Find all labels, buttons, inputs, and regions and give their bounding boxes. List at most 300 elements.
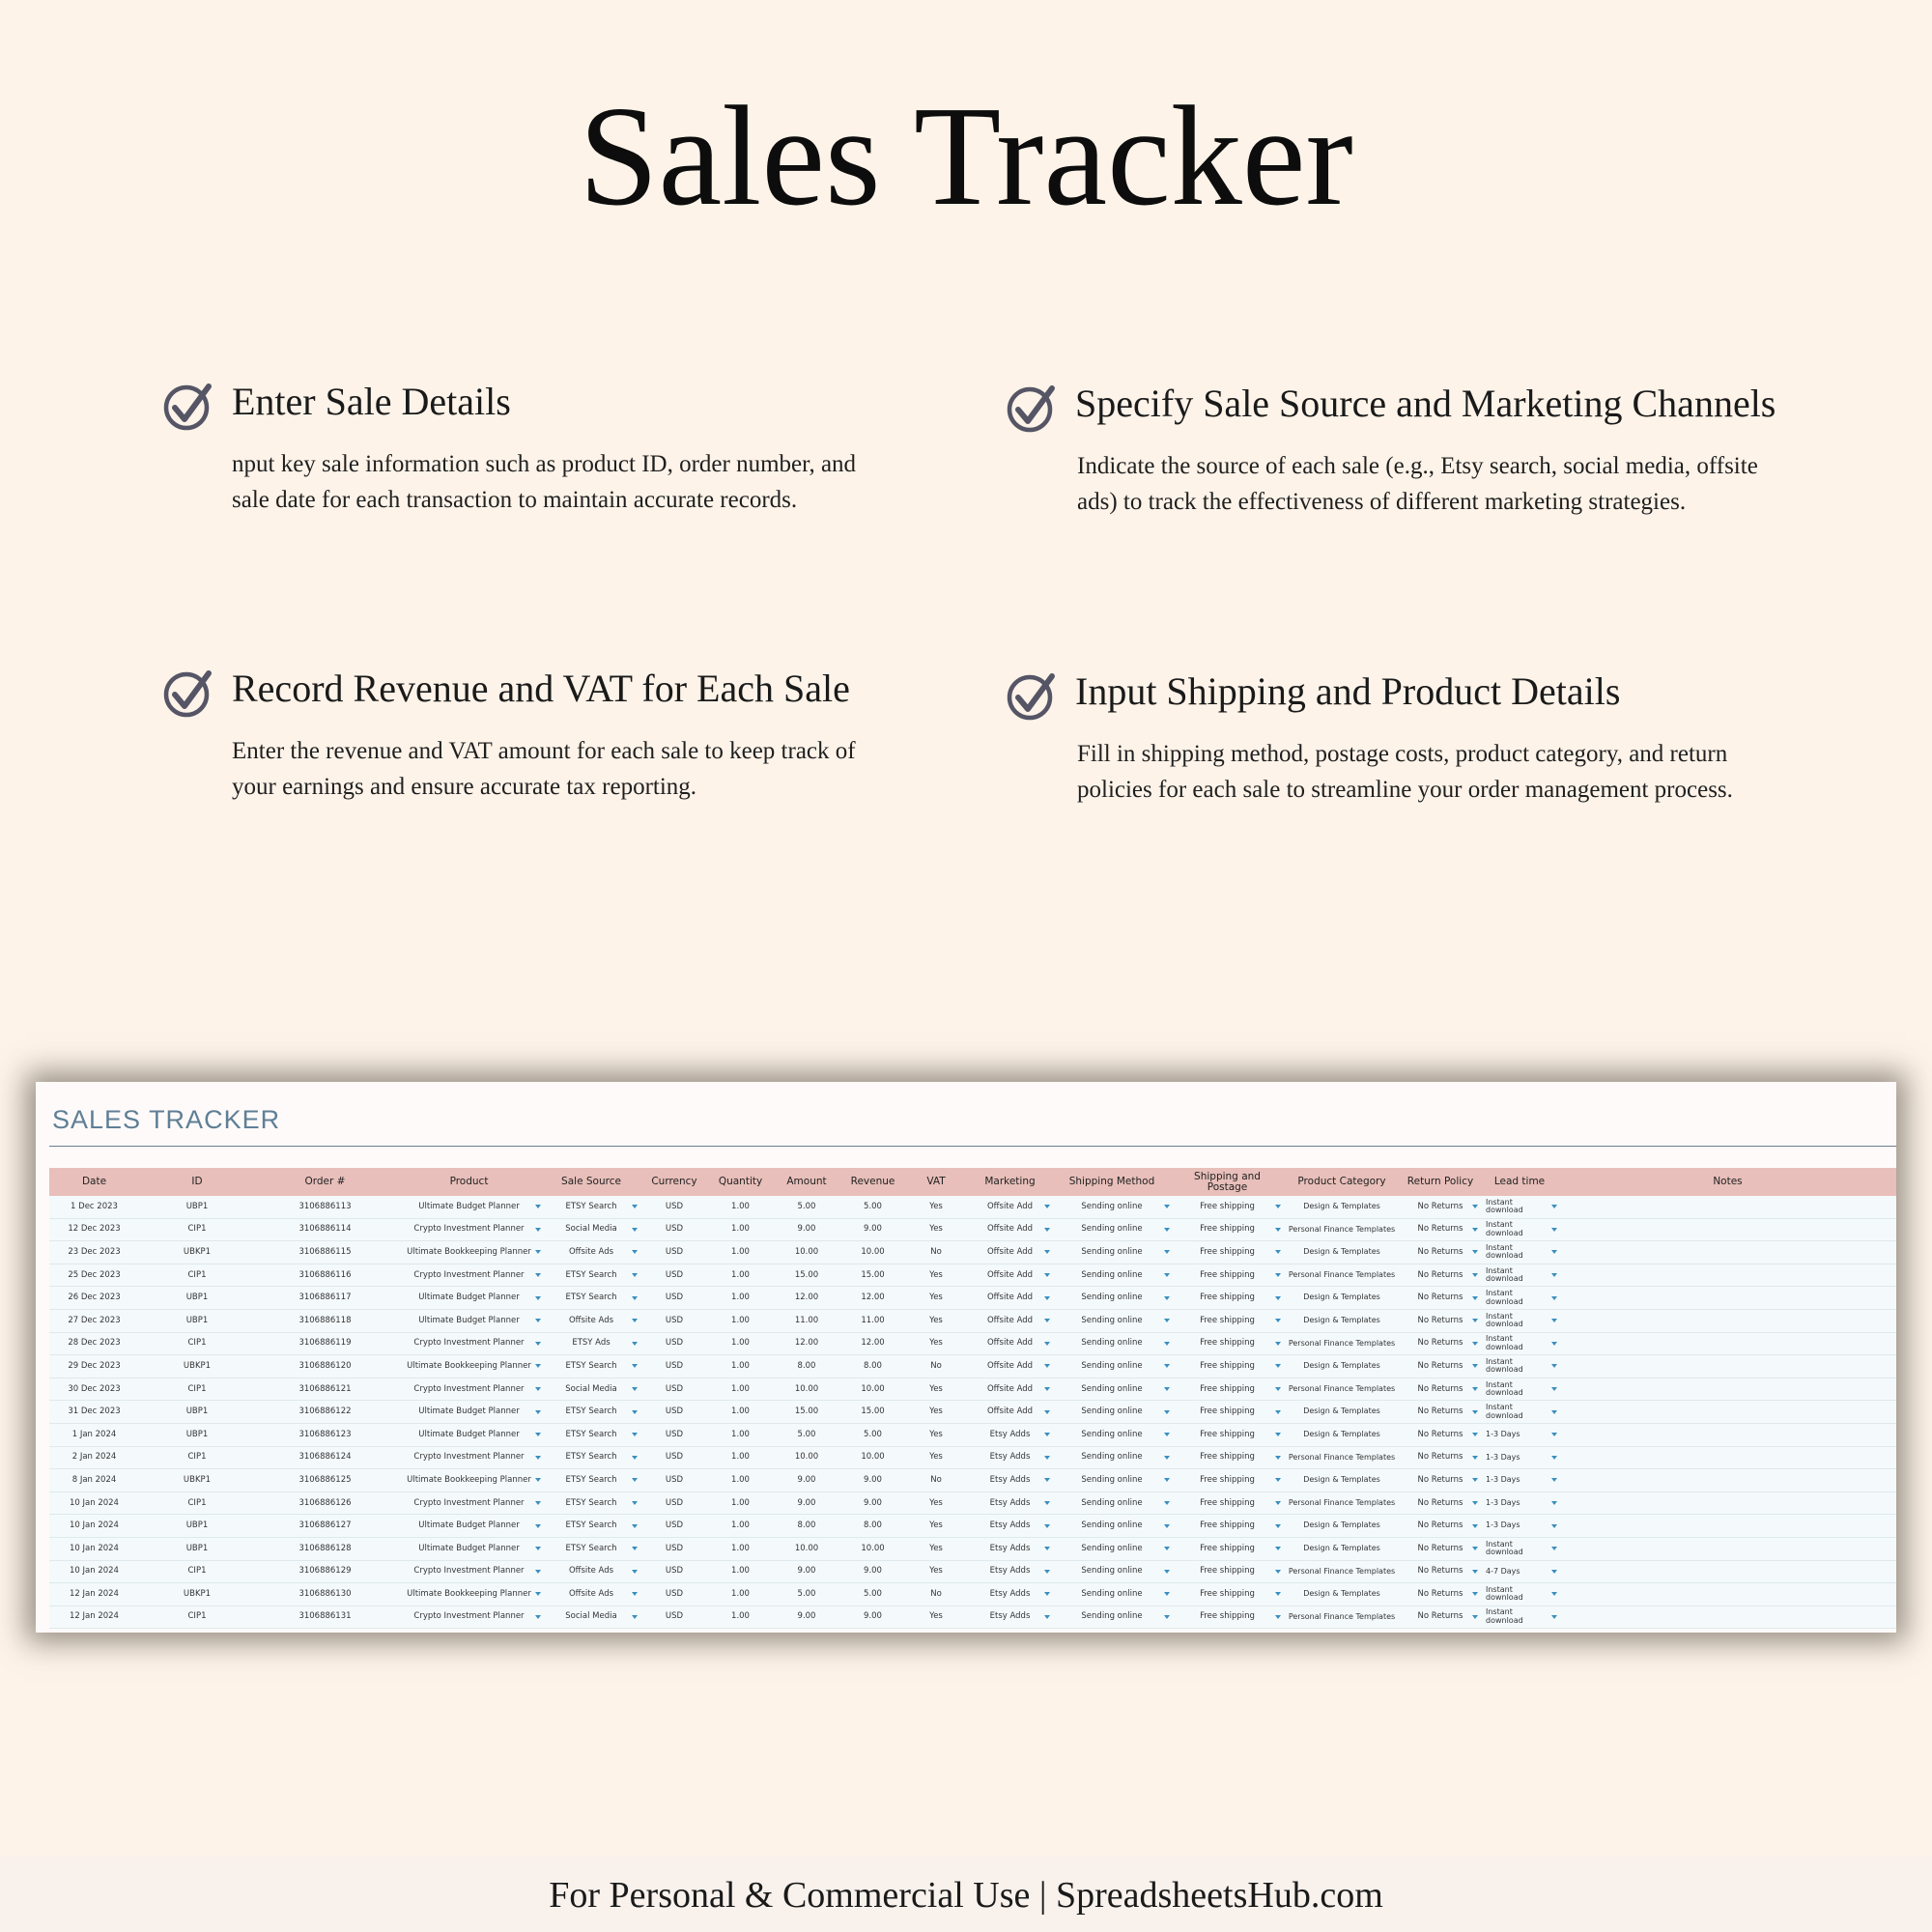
dropdown-arrow-icon[interactable]	[1551, 1478, 1557, 1482]
table-cell[interactable]	[1172, 1287, 1283, 1310]
dropdown-cell[interactable]	[395, 1476, 543, 1485]
dropdown-arrow-icon[interactable]	[535, 1296, 541, 1300]
table-cell[interactable]: 10.00	[772, 1537, 841, 1560]
dropdown-arrow-icon[interactable]	[1472, 1319, 1478, 1322]
table-cell[interactable]	[1480, 1378, 1559, 1401]
table-cell[interactable]: Personal Finance Templates	[1283, 1492, 1401, 1515]
table-cell[interactable]	[395, 1378, 543, 1401]
table-cell[interactable]	[1052, 1241, 1172, 1264]
dropdown-arrow-icon[interactable]	[632, 1547, 638, 1550]
dropdown-cell[interactable]	[1401, 1225, 1480, 1234]
dropdown-cell[interactable]	[395, 1293, 543, 1302]
table-cell[interactable]	[1559, 1423, 1896, 1446]
dropdown-arrow-icon[interactable]	[632, 1478, 638, 1482]
table-cell[interactable]	[1559, 1196, 1896, 1218]
dropdown-cell[interactable]	[543, 1499, 639, 1508]
table-cell[interactable]: 10.00	[841, 1446, 904, 1469]
table-cell[interactable]	[968, 1446, 1052, 1469]
table-cell[interactable]	[395, 1583, 543, 1606]
table-cell[interactable]	[1172, 1401, 1283, 1424]
dropdown-cell[interactable]	[1480, 1608, 1559, 1625]
table-cell[interactable]	[1480, 1287, 1559, 1310]
dropdown-arrow-icon[interactable]	[1275, 1410, 1281, 1414]
dropdown-arrow-icon[interactable]	[1044, 1524, 1050, 1528]
table-cell[interactable]	[968, 1287, 1052, 1310]
table-cell[interactable]	[543, 1423, 639, 1446]
dropdown-arrow-icon[interactable]	[1275, 1205, 1281, 1208]
dropdown-arrow-icon[interactable]	[1472, 1524, 1478, 1528]
table-cell[interactable]	[1172, 1583, 1283, 1606]
dropdown-cell[interactable]	[968, 1248, 1052, 1257]
table-cell[interactable]: 1.00	[709, 1492, 772, 1515]
dropdown-cell[interactable]	[1172, 1521, 1283, 1530]
table-cell[interactable]: UBP1	[139, 1423, 255, 1446]
table-cell[interactable]	[968, 1309, 1052, 1332]
table-cell[interactable]: 11.00	[841, 1309, 904, 1332]
table-cell[interactable]	[1052, 1287, 1172, 1310]
dropdown-cell[interactable]	[543, 1362, 639, 1371]
table-cell[interactable]	[1052, 1583, 1172, 1606]
table-cell[interactable]	[1052, 1355, 1172, 1378]
dropdown-cell[interactable]	[1052, 1225, 1172, 1234]
table-cell[interactable]: 8.00	[772, 1355, 841, 1378]
table-cell[interactable]: 15.00	[841, 1264, 904, 1287]
dropdown-arrow-icon[interactable]	[1472, 1547, 1478, 1550]
table-cell[interactable]	[968, 1469, 1052, 1492]
dropdown-cell[interactable]	[968, 1431, 1052, 1439]
table-cell[interactable]: 5.00	[772, 1196, 841, 1218]
dropdown-arrow-icon[interactable]	[535, 1547, 541, 1550]
dropdown-cell[interactable]	[543, 1453, 639, 1462]
dropdown-arrow-icon[interactable]	[1275, 1592, 1281, 1596]
dropdown-arrow-icon[interactable]	[1044, 1501, 1050, 1505]
table-cell[interactable]	[543, 1287, 639, 1310]
table-cell[interactable]: Design & Templates	[1283, 1309, 1401, 1332]
dropdown-cell[interactable]	[395, 1407, 543, 1416]
table-cell[interactable]: UBKP1	[139, 1583, 255, 1606]
dropdown-arrow-icon[interactable]	[1275, 1570, 1281, 1574]
table-cell[interactable]	[1401, 1446, 1480, 1469]
table-cell[interactable]: CIP1	[139, 1605, 255, 1629]
dropdown-cell[interactable]	[543, 1590, 639, 1599]
table-cell[interactable]	[543, 1401, 639, 1424]
dropdown-cell[interactable]	[1172, 1431, 1283, 1439]
dropdown-arrow-icon[interactable]	[1551, 1342, 1557, 1346]
table-cell[interactable]	[1559, 1401, 1896, 1424]
dropdown-cell[interactable]	[395, 1453, 543, 1462]
dropdown-cell[interactable]	[968, 1407, 1052, 1416]
dropdown-arrow-icon[interactable]	[1275, 1250, 1281, 1254]
table-cell[interactable]	[1480, 1469, 1559, 1492]
table-cell[interactable]: 10 Jan 2024	[49, 1560, 139, 1583]
table-cell[interactable]: 12.00	[772, 1332, 841, 1355]
dropdown-cell[interactable]	[1401, 1293, 1480, 1302]
table-cell[interactable]	[543, 1537, 639, 1560]
table-cell[interactable]: 3106886113	[255, 1196, 395, 1218]
table-cell[interactable]	[968, 1605, 1052, 1629]
column-header[interactable]: Return Policy	[1401, 1168, 1480, 1196]
table-cell[interactable]	[1172, 1423, 1283, 1446]
table-cell[interactable]	[1559, 1309, 1896, 1332]
dropdown-cell[interactable]	[1172, 1476, 1283, 1485]
table-cell[interactable]: Yes	[904, 1401, 968, 1424]
dropdown-cell[interactable]	[1052, 1431, 1172, 1439]
dropdown-arrow-icon[interactable]	[1472, 1342, 1478, 1346]
dropdown-arrow-icon[interactable]	[1551, 1592, 1557, 1596]
dropdown-arrow-icon[interactable]	[1044, 1410, 1050, 1414]
dropdown-arrow-icon[interactable]	[1164, 1205, 1170, 1208]
dropdown-cell[interactable]	[1172, 1362, 1283, 1371]
table-cell[interactable]: Design & Templates	[1283, 1469, 1401, 1492]
dropdown-arrow-icon[interactable]	[1164, 1547, 1170, 1550]
column-header[interactable]: Sale Source	[543, 1168, 639, 1196]
dropdown-arrow-icon[interactable]	[1164, 1524, 1170, 1528]
dropdown-arrow-icon[interactable]	[1044, 1228, 1050, 1232]
dropdown-cell[interactable]	[395, 1317, 543, 1325]
dropdown-cell[interactable]	[1172, 1225, 1283, 1234]
dropdown-cell[interactable]	[543, 1385, 639, 1394]
table-cell[interactable]	[395, 1492, 543, 1515]
table-cell[interactable]: 26 Dec 2023	[49, 1287, 139, 1310]
dropdown-arrow-icon[interactable]	[535, 1342, 541, 1346]
dropdown-cell[interactable]	[1172, 1499, 1283, 1508]
dropdown-arrow-icon[interactable]	[632, 1501, 638, 1505]
table-cell[interactable]	[395, 1287, 543, 1310]
table-cell[interactable]: USD	[639, 1264, 709, 1287]
table-cell[interactable]: UBKP1	[139, 1241, 255, 1264]
dropdown-cell[interactable]	[1480, 1454, 1559, 1463]
table-cell[interactable]: Yes	[904, 1446, 968, 1469]
dropdown-cell[interactable]	[1052, 1590, 1172, 1599]
dropdown-arrow-icon[interactable]	[535, 1364, 541, 1368]
dropdown-cell[interactable]	[543, 1407, 639, 1416]
table-cell[interactable]	[543, 1560, 639, 1583]
table-cell[interactable]: 29 Dec 2023	[49, 1355, 139, 1378]
table-cell[interactable]	[543, 1241, 639, 1264]
dropdown-cell[interactable]	[1401, 1407, 1480, 1416]
column-header[interactable]: Marketing	[968, 1168, 1052, 1196]
table-cell[interactable]	[1401, 1492, 1480, 1515]
table-cell[interactable]: USD	[639, 1492, 709, 1515]
table-cell[interactable]: 9.00	[841, 1605, 904, 1629]
table-cell[interactable]	[968, 1332, 1052, 1355]
table-cell[interactable]: USD	[639, 1218, 709, 1241]
table-cell[interactable]	[968, 1401, 1052, 1424]
dropdown-arrow-icon[interactable]	[1164, 1570, 1170, 1574]
dropdown-arrow-icon[interactable]	[535, 1456, 541, 1460]
table-cell[interactable]	[1052, 1446, 1172, 1469]
table-cell[interactable]	[1480, 1332, 1559, 1355]
table-cell[interactable]: Yes	[904, 1515, 968, 1538]
table-cell[interactable]: 9.00	[772, 1218, 841, 1241]
table-cell[interactable]: UBP1	[139, 1537, 255, 1560]
table-cell[interactable]: 1.00	[709, 1309, 772, 1332]
table-cell[interactable]	[1401, 1287, 1480, 1310]
dropdown-arrow-icon[interactable]	[1551, 1364, 1557, 1368]
table-cell[interactable]	[1401, 1423, 1480, 1446]
table-cell[interactable]	[1480, 1605, 1559, 1629]
table-cell[interactable]: 3106886114	[255, 1218, 395, 1241]
table-cell[interactable]	[543, 1446, 639, 1469]
table-cell[interactable]: 9.00	[772, 1469, 841, 1492]
dropdown-arrow-icon[interactable]	[632, 1205, 638, 1208]
dropdown-arrow-icon[interactable]	[632, 1319, 638, 1322]
table-cell[interactable]	[1172, 1309, 1283, 1332]
dropdown-arrow-icon[interactable]	[1551, 1456, 1557, 1460]
dropdown-arrow-icon[interactable]	[632, 1228, 638, 1232]
table-cell[interactable]: 10 Jan 2024	[49, 1492, 139, 1515]
dropdown-cell[interactable]	[968, 1385, 1052, 1394]
table-cell[interactable]: Yes	[904, 1309, 968, 1332]
table-cell[interactable]: USD	[639, 1537, 709, 1560]
table-cell[interactable]: CIP1	[139, 1446, 255, 1469]
table-cell[interactable]: 1.00	[709, 1537, 772, 1560]
table-cell[interactable]	[968, 1218, 1052, 1241]
column-header[interactable]: Shipping and Postage	[1172, 1168, 1283, 1196]
dropdown-arrow-icon[interactable]	[1164, 1501, 1170, 1505]
dropdown-cell[interactable]	[395, 1362, 543, 1371]
dropdown-arrow-icon[interactable]	[1044, 1250, 1050, 1254]
table-cell[interactable]	[1480, 1309, 1559, 1332]
dropdown-arrow-icon[interactable]	[1164, 1456, 1170, 1460]
table-cell[interactable]: 8 Jan 2024	[49, 1469, 139, 1492]
dropdown-arrow-icon[interactable]	[535, 1615, 541, 1619]
table-cell[interactable]: UBKP1	[139, 1355, 255, 1378]
dropdown-cell[interactable]	[968, 1317, 1052, 1325]
dropdown-arrow-icon[interactable]	[1275, 1547, 1281, 1550]
dropdown-cell[interactable]	[1401, 1499, 1480, 1508]
table-cell[interactable]	[1559, 1332, 1896, 1355]
column-header[interactable]: Lead time	[1480, 1168, 1559, 1196]
table-cell[interactable]	[543, 1378, 639, 1401]
dropdown-arrow-icon[interactable]	[1551, 1250, 1557, 1254]
table-cell[interactable]	[1559, 1515, 1896, 1538]
dropdown-cell[interactable]	[1401, 1476, 1480, 1485]
table-cell[interactable]: 8.00	[841, 1355, 904, 1378]
dropdown-cell[interactable]	[1172, 1567, 1283, 1576]
dropdown-cell[interactable]	[1480, 1358, 1559, 1375]
table-cell[interactable]	[543, 1332, 639, 1355]
table-cell[interactable]	[543, 1492, 639, 1515]
table-cell[interactable]: 23 Dec 2023	[49, 1241, 139, 1264]
dropdown-cell[interactable]	[395, 1612, 543, 1621]
dropdown-cell[interactable]	[1172, 1590, 1283, 1599]
dropdown-arrow-icon[interactable]	[1551, 1319, 1557, 1322]
dropdown-cell[interactable]	[1401, 1385, 1480, 1394]
dropdown-cell[interactable]	[1401, 1203, 1480, 1211]
dropdown-arrow-icon[interactable]	[1275, 1456, 1281, 1460]
table-cell[interactable]: 1.00	[709, 1423, 772, 1446]
column-header[interactable]: Amount	[772, 1168, 841, 1196]
table-cell[interactable]: Yes	[904, 1196, 968, 1218]
table-cell[interactable]	[1172, 1492, 1283, 1515]
table-cell[interactable]: 10.00	[772, 1241, 841, 1264]
table-cell[interactable]	[1052, 1515, 1172, 1538]
table-cell[interactable]	[1172, 1241, 1283, 1264]
table-cell[interactable]	[968, 1378, 1052, 1401]
table-cell[interactable]: CIP1	[139, 1332, 255, 1355]
table-cell[interactable]: 15.00	[772, 1401, 841, 1424]
table-cell[interactable]: 15.00	[772, 1264, 841, 1287]
column-header[interactable]: Order #	[255, 1168, 395, 1196]
table-cell[interactable]: UBP1	[139, 1309, 255, 1332]
table-cell[interactable]	[968, 1264, 1052, 1287]
dropdown-cell[interactable]	[543, 1225, 639, 1234]
table-cell[interactable]	[543, 1355, 639, 1378]
dropdown-arrow-icon[interactable]	[1472, 1478, 1478, 1482]
table-cell[interactable]: Yes	[904, 1264, 968, 1287]
dropdown-cell[interactable]	[543, 1203, 639, 1211]
dropdown-cell[interactable]	[968, 1293, 1052, 1302]
table-cell[interactable]: UBP1	[139, 1515, 255, 1538]
dropdown-cell[interactable]	[1172, 1407, 1283, 1416]
table-cell[interactable]: UBP1	[139, 1401, 255, 1424]
table-cell[interactable]	[395, 1241, 543, 1264]
table-cell[interactable]: Yes	[904, 1332, 968, 1355]
table-cell[interactable]: 30 Dec 2023	[49, 1378, 139, 1401]
table-cell[interactable]	[1401, 1378, 1480, 1401]
dropdown-cell[interactable]	[1401, 1521, 1480, 1530]
dropdown-arrow-icon[interactable]	[1044, 1547, 1050, 1550]
dropdown-arrow-icon[interactable]	[1275, 1387, 1281, 1391]
table-cell[interactable]: 3106886124	[255, 1446, 395, 1469]
table-cell[interactable]	[543, 1264, 639, 1287]
table-cell[interactable]: 31 Dec 2023	[49, 1401, 139, 1424]
table-cell[interactable]: 10 Jan 2024	[49, 1537, 139, 1560]
dropdown-cell[interactable]	[1172, 1293, 1283, 1302]
dropdown-arrow-icon[interactable]	[1275, 1433, 1281, 1436]
table-cell[interactable]	[1480, 1218, 1559, 1241]
table-cell[interactable]: Design & Templates	[1283, 1537, 1401, 1560]
dropdown-arrow-icon[interactable]	[1551, 1547, 1557, 1550]
table-cell[interactable]: Design & Templates	[1283, 1515, 1401, 1538]
table-cell[interactable]: 3106886121	[255, 1378, 395, 1401]
table-cell[interactable]: 9.00	[841, 1492, 904, 1515]
dropdown-arrow-icon[interactable]	[632, 1387, 638, 1391]
table-cell[interactable]: 11.00	[772, 1309, 841, 1332]
table-cell[interactable]	[1172, 1355, 1283, 1378]
table-cell[interactable]	[1559, 1537, 1896, 1560]
dropdown-cell[interactable]	[1172, 1271, 1283, 1280]
table-cell[interactable]: CIP1	[139, 1218, 255, 1241]
table-cell[interactable]	[1052, 1423, 1172, 1446]
table-cell[interactable]: Personal Finance Templates	[1283, 1332, 1401, 1355]
table-cell[interactable]: Design & Templates	[1283, 1401, 1401, 1424]
dropdown-cell[interactable]	[543, 1521, 639, 1530]
dropdown-arrow-icon[interactable]	[1044, 1387, 1050, 1391]
table-cell[interactable]	[1052, 1264, 1172, 1287]
table-cell[interactable]: USD	[639, 1378, 709, 1401]
table-cell[interactable]: CIP1	[139, 1560, 255, 1583]
table-cell[interactable]: 3106886127	[255, 1515, 395, 1538]
table-cell[interactable]: 12 Dec 2023	[49, 1218, 139, 1241]
table-cell[interactable]: USD	[639, 1560, 709, 1583]
dropdown-arrow-icon[interactable]	[1044, 1364, 1050, 1368]
dropdown-cell[interactable]	[1052, 1271, 1172, 1280]
dropdown-cell[interactable]	[1401, 1317, 1480, 1325]
column-header[interactable]: Shipping Method	[1052, 1168, 1172, 1196]
dropdown-arrow-icon[interactable]	[1044, 1570, 1050, 1574]
table-cell[interactable]: 1.00	[709, 1560, 772, 1583]
dropdown-arrow-icon[interactable]	[1472, 1250, 1478, 1254]
dropdown-cell[interactable]	[1052, 1407, 1172, 1416]
dropdown-arrow-icon[interactable]	[1551, 1433, 1557, 1436]
dropdown-cell[interactable]	[1480, 1476, 1559, 1485]
table-cell[interactable]	[1052, 1537, 1172, 1560]
dropdown-arrow-icon[interactable]	[1044, 1615, 1050, 1619]
dropdown-arrow-icon[interactable]	[535, 1501, 541, 1505]
table-cell[interactable]: Personal Finance Templates	[1283, 1605, 1401, 1629]
table-cell[interactable]: 28 Dec 2023	[49, 1332, 139, 1355]
dropdown-cell[interactable]	[1401, 1431, 1480, 1439]
table-cell[interactable]	[1480, 1401, 1559, 1424]
dropdown-cell[interactable]	[1401, 1453, 1480, 1462]
dropdown-cell[interactable]	[395, 1521, 543, 1530]
table-cell[interactable]: 12.00	[841, 1287, 904, 1310]
table-cell[interactable]: CIP1	[139, 1378, 255, 1401]
table-cell[interactable]: 12.00	[841, 1332, 904, 1355]
table-cell[interactable]	[1401, 1218, 1480, 1241]
table-cell[interactable]	[1172, 1515, 1283, 1538]
table-cell[interactable]: 3106886117	[255, 1287, 395, 1310]
dropdown-cell[interactable]	[1480, 1541, 1559, 1557]
table-cell[interactable]: 10.00	[772, 1378, 841, 1401]
dropdown-cell[interactable]	[1052, 1612, 1172, 1621]
table-cell[interactable]: Design & Templates	[1283, 1423, 1401, 1446]
table-cell[interactable]: 3106886131	[255, 1605, 395, 1629]
table-cell[interactable]	[1172, 1218, 1283, 1241]
dropdown-arrow-icon[interactable]	[1551, 1524, 1557, 1528]
table-cell[interactable]	[1480, 1355, 1559, 1378]
dropdown-cell[interactable]	[1172, 1317, 1283, 1325]
dropdown-cell[interactable]	[968, 1203, 1052, 1211]
table-cell[interactable]	[1480, 1537, 1559, 1560]
table-cell[interactable]: 9.00	[772, 1492, 841, 1515]
dropdown-arrow-icon[interactable]	[1472, 1433, 1478, 1436]
table-cell[interactable]: Yes	[904, 1560, 968, 1583]
dropdown-arrow-icon[interactable]	[1164, 1228, 1170, 1232]
dropdown-cell[interactable]	[1052, 1453, 1172, 1462]
table-cell[interactable]	[1559, 1469, 1896, 1492]
table-cell[interactable]	[968, 1355, 1052, 1378]
table-cell[interactable]: Yes	[904, 1423, 968, 1446]
table-cell[interactable]: 9.00	[772, 1605, 841, 1629]
table-cell[interactable]	[968, 1560, 1052, 1583]
dropdown-cell[interactable]	[1052, 1248, 1172, 1257]
table-cell[interactable]	[1172, 1560, 1283, 1583]
column-header[interactable]: Quantity	[709, 1168, 772, 1196]
dropdown-cell[interactable]	[1172, 1339, 1283, 1348]
table-cell[interactable]	[1052, 1469, 1172, 1492]
table-cell[interactable]: 1.00	[709, 1287, 772, 1310]
table-cell[interactable]: Design & Templates	[1283, 1355, 1401, 1378]
table-cell[interactable]: 1.00	[709, 1605, 772, 1629]
dropdown-arrow-icon[interactable]	[1472, 1205, 1478, 1208]
table-cell[interactable]	[1401, 1355, 1480, 1378]
table-cell[interactable]: No	[904, 1469, 968, 1492]
dropdown-arrow-icon[interactable]	[535, 1524, 541, 1528]
table-cell[interactable]: 1.00	[709, 1218, 772, 1241]
table-cell[interactable]: USD	[639, 1241, 709, 1264]
dropdown-cell[interactable]	[395, 1545, 543, 1553]
table-cell[interactable]: 3106886130	[255, 1583, 395, 1606]
dropdown-arrow-icon[interactable]	[1472, 1296, 1478, 1300]
dropdown-arrow-icon[interactable]	[1164, 1342, 1170, 1346]
dropdown-arrow-icon[interactable]	[1164, 1410, 1170, 1414]
dropdown-arrow-icon[interactable]	[535, 1433, 541, 1436]
dropdown-arrow-icon[interactable]	[1551, 1205, 1557, 1208]
table-cell[interactable]: USD	[639, 1332, 709, 1355]
